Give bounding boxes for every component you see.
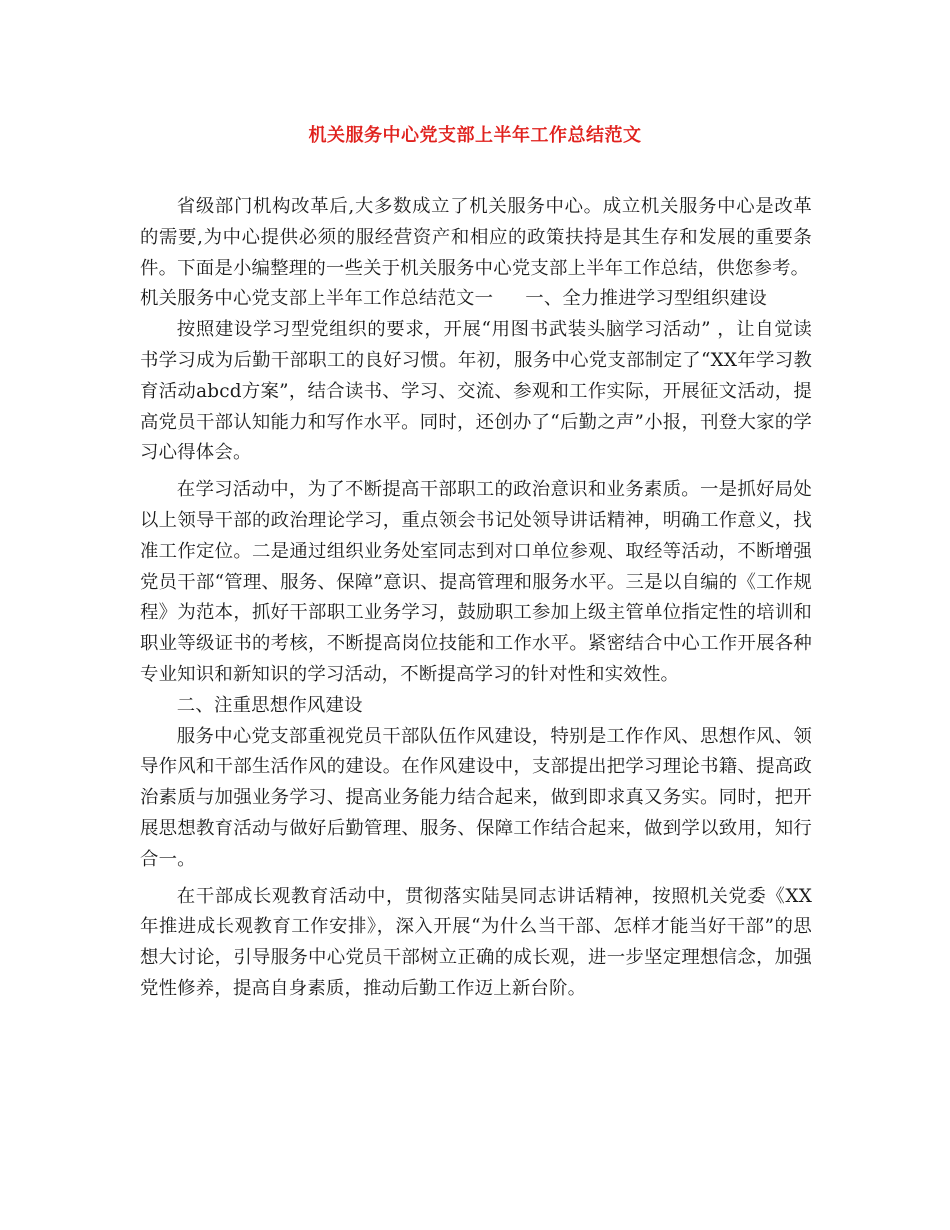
- section-heading-2: 二、注重思想作风建设: [176, 694, 363, 716]
- paragraph-3: 服务中心党支部重视党员干部队伍作风建设，特别是工作作风、思想作风、领导作风和干部生活作风的建设。在作风建设中，支部提出把学习理论书籍、提高政治素质与加强业务学习、提高业务能力结合起来，做到即求真又务实。同时，把开展思想教育活动与做好后勤管理、服务、保障工作结合起来，做到学以致用，知行合一。: [140, 725, 812, 870]
- intro-paragraph: 省级部门机构改革后,大多数成立了机关服务中心。成立机关服务中心是改革的需要,为中心提供必须的服经营资产和相应的政策扶持是其生存和发展的重要条件。下面是小编整理的一些关于机关服务中心党支部上半年工作总结，供您参考。: [140, 196, 812, 279]
- section-heading-1: 一、全力推进学习型组织建设: [525, 288, 767, 310]
- document-body: [140, 192, 812, 1005]
- document-title: 机关服务中心党支部上半年工作总结范文: [308, 125, 642, 146]
- section-label: 机关服务中心党支部上半年工作总结范文一: [140, 288, 494, 310]
- paragraph-4: 在干部成长观教育活动中，贯彻落实陆昊同志讲话精神，按照机关党委《XX年推进成长观教育工作安排》，深入开展“为什么当干部、怎样才能当好干部”的思想大讨论，引导服务中心党员干部树立正确的成长观，进一步坚定理想信念，加强党性修养，提高自身素质，推动后勤工作迈上新台阶。: [140, 885, 812, 999]
- paragraph-2: 在学习活动中，为了不断提高干部职工的政治意识和业务素质。一是抓好局处以上领导干部的政治理论学习，重点领会书记处领导讲话精神，明确工作意义，找准工作定位。二是通过组织业务处室同志到对口单位参观、取经等活动，不断增强党员干部“管理、服务、保障”意识、提高管理和服务水平。三是以自编的《工作规程》为范本，抓好干部职工业务学习，鼓励职工参加上级主管单位指定性的培训和职业等级证书的考核，不断提高岗位技能和工作水平。紧密结合中心工作开展各种专业知识和新知识的学习活动，不断提高学习的针对性和实效性。: [140, 479, 812, 685]
- paragraph-1: 按照建设学习型党组织的要求，开展“用图书武装头脑学习活动” ，让自觉读书学习成为后勤干部职工的良好习惯。年初，服务中心党支部制定了“XX年学习教育活动abcd方案”，结合读书、学习、交流、参观和工作实际，开展征文活动，提高党员干部认知能力和写作水平。同时，还创办了“后勤之声”小报，刊登大家的学习心得体会。: [140, 319, 812, 464]
- section-line: [140, 284, 812, 315]
